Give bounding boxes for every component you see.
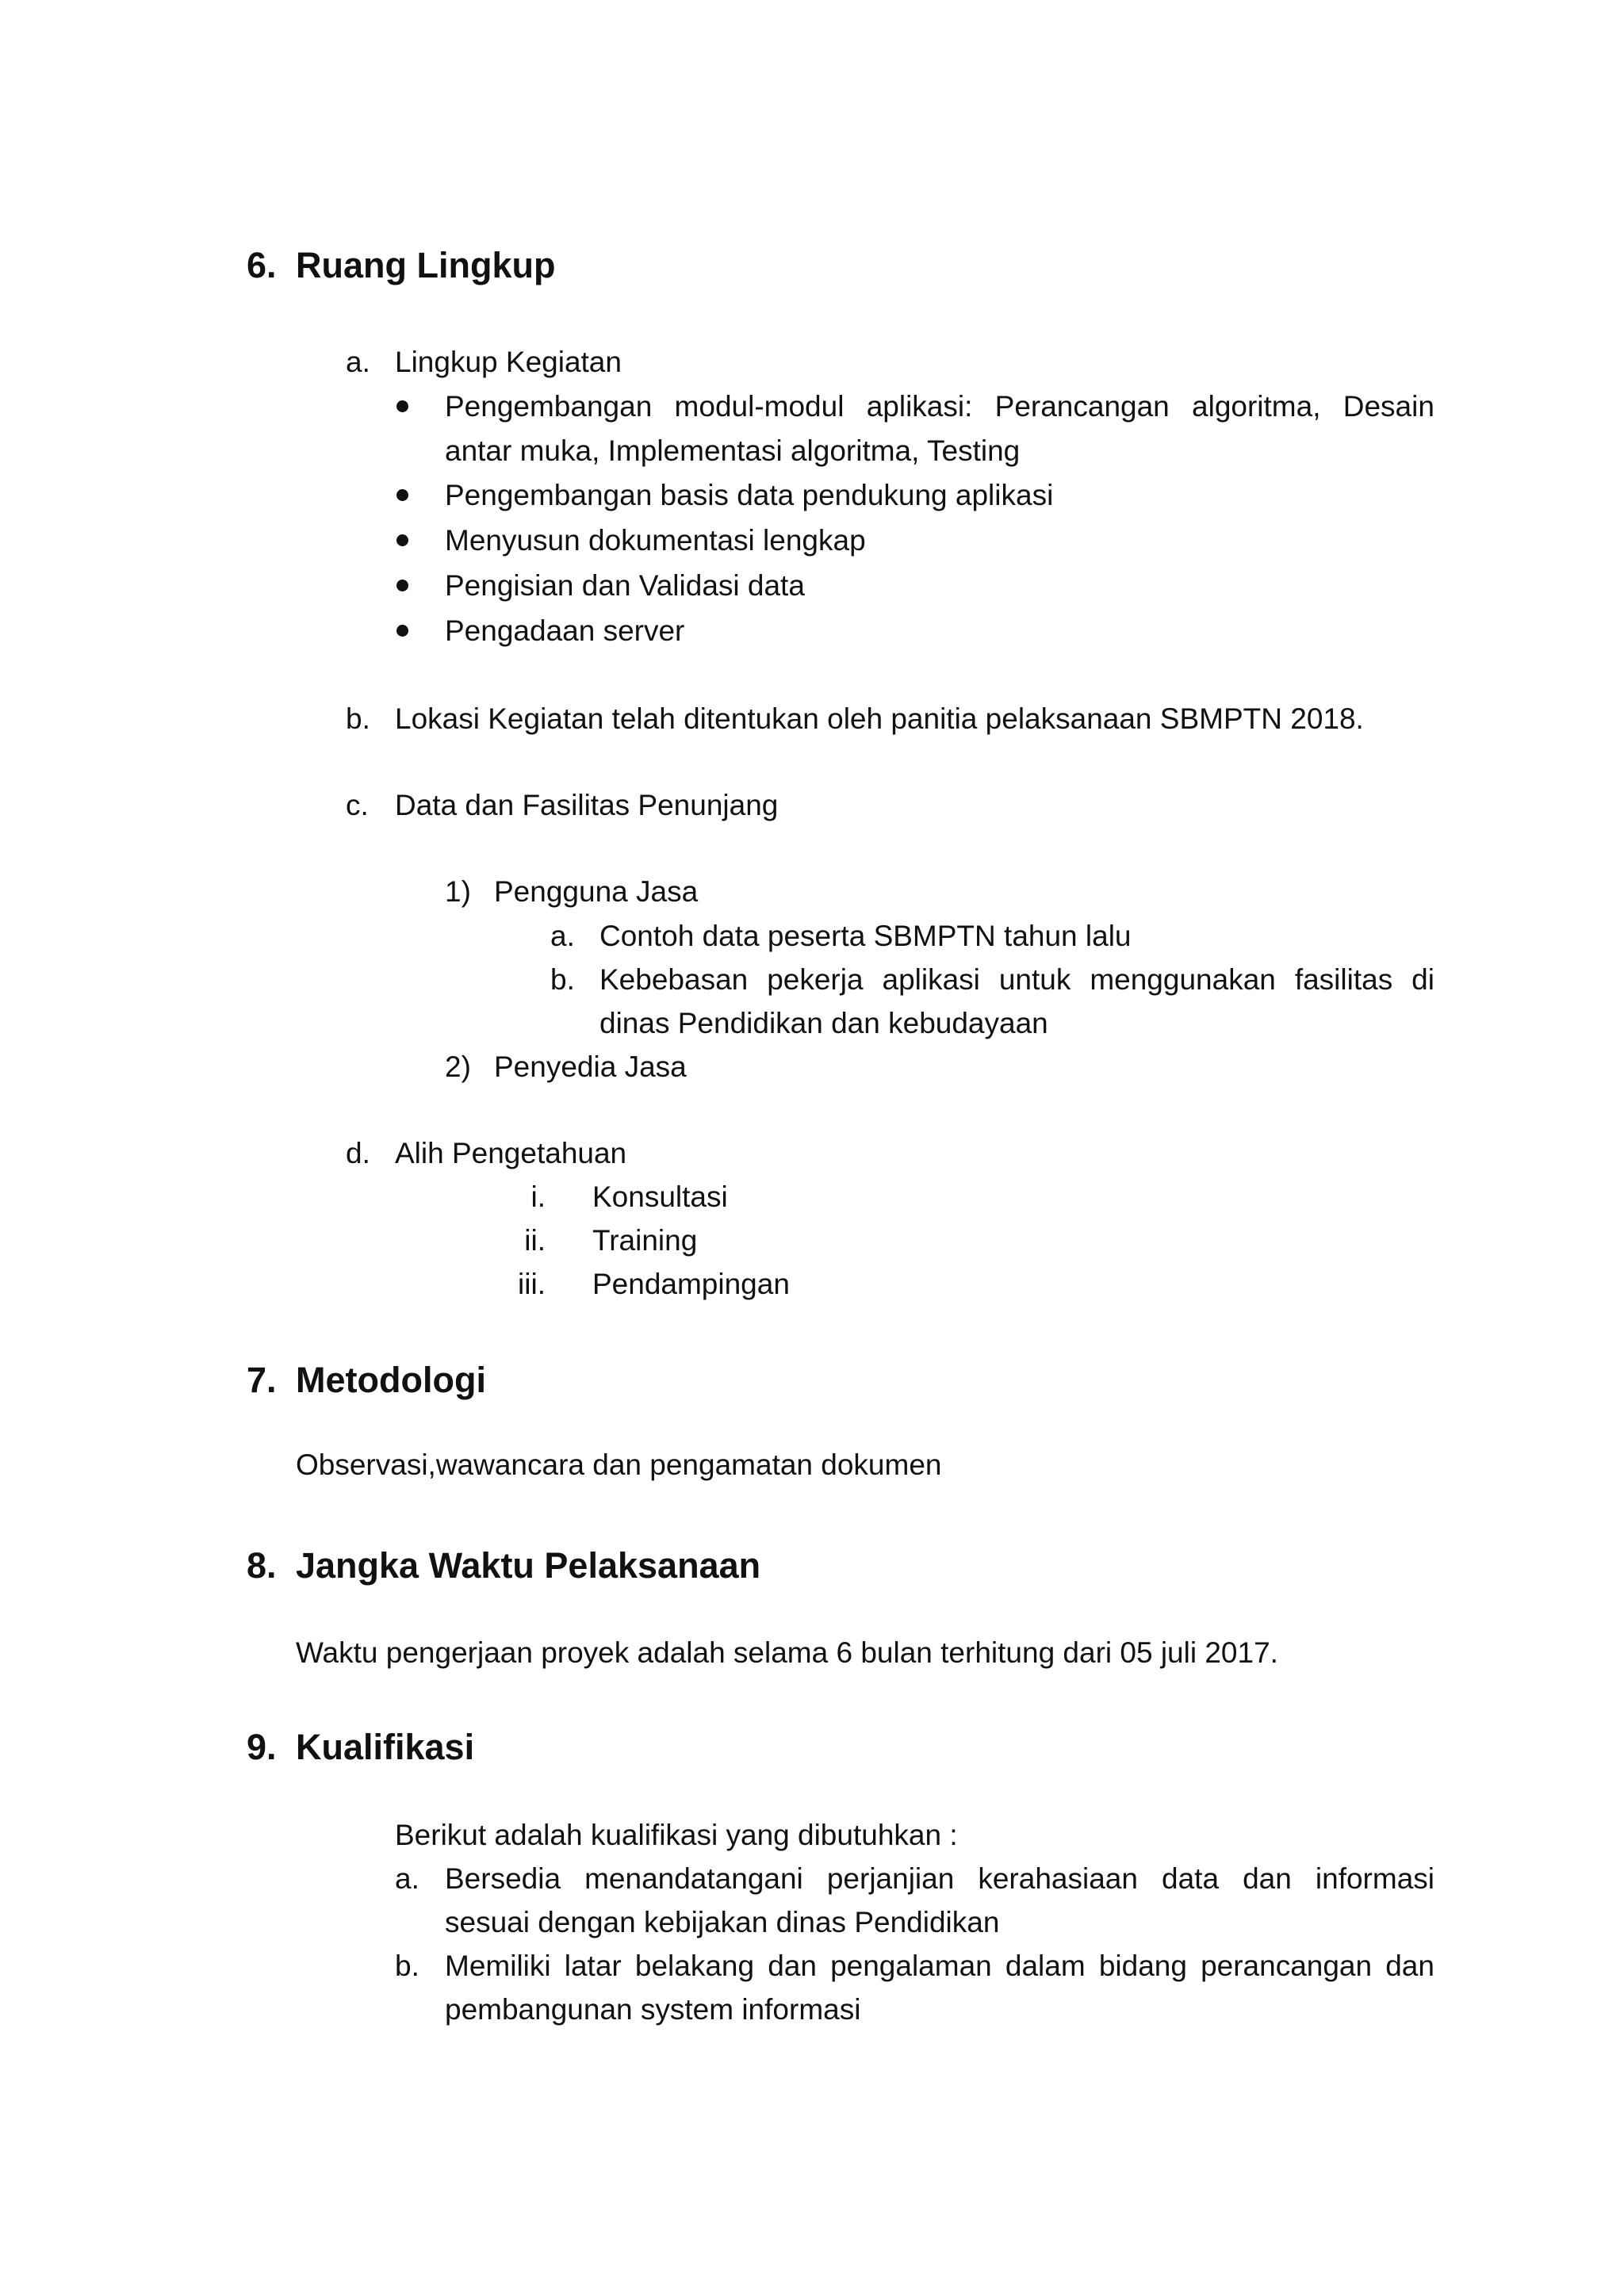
item-c1b-line1: Kebebasan pekerja aplikasi untuk menggunakan fasilitas di <box>599 963 1434 996</box>
item-b-marker: b. <box>346 702 370 735</box>
section-8-body: Waktu pengerjaan proyek adalah selama 6 bulan terhitung dari 05 juli 2017. <box>296 1636 1278 1669</box>
item-c1b-line2: dinas Pendidikan dan kebudayaan <box>599 1007 1048 1039</box>
section-7-title: Metodologi <box>296 1360 486 1400</box>
item-d-ii-text: Training <box>592 1224 698 1257</box>
item-c-marker: c. <box>346 789 369 821</box>
section-9-title: Kualifikasi <box>296 1727 475 1767</box>
item-c1a-marker: a. <box>550 920 575 952</box>
bullet-item-3: Menyusun dokumentasi lengkap <box>445 524 866 557</box>
item-d-i-text: Konsultasi <box>592 1181 728 1213</box>
section-6-number: 6. <box>247 245 277 285</box>
qual-a-marker: a. <box>395 1862 419 1895</box>
bullet-icon <box>396 489 408 501</box>
qual-b-line1: Memiliki latar belakang dan pengalaman dalam bidang perancangan dan <box>445 1950 1434 1982</box>
item-c2-marker: 2) <box>445 1050 471 1083</box>
section-9-number: 9. <box>247 1727 277 1767</box>
qual-a-line2: sesuai dengan kebijakan dinas Pendidikan <box>445 1906 1000 1938</box>
item-c2-label: Penyedia Jasa <box>494 1050 687 1083</box>
item-c-label: Data dan Fasilitas Penunjang <box>395 789 779 821</box>
qual-b-line2: pembangunan system informasi <box>445 1993 861 2026</box>
item-b-text: Lokasi Kegiatan telah ditentukan oleh panitia pelaksanaan SBMPTN 2018. <box>395 702 1364 735</box>
bullet-item-1-line1: Pengembangan modul-modul aplikasi: Perancangan algoritma, Desain <box>445 390 1434 423</box>
section-9-intro: Berikut adalah kualifikasi yang dibutuhkan : <box>395 1819 958 1851</box>
bullet-icon <box>396 625 408 637</box>
section-8-number: 8. <box>247 1545 277 1586</box>
bullet-item-2: Pengembangan basis data pendukung aplikasi <box>445 479 1054 511</box>
item-d-i-marker: i. <box>530 1181 546 1213</box>
bullet-item-1-line2: antar muka, Implementasi algoritma, Testing <box>445 434 1021 467</box>
item-a-marker: a. <box>346 346 370 378</box>
bullet-icon <box>396 580 408 591</box>
item-c1a-text: Contoh data peserta SBMPTN tahun lalu <box>599 920 1132 952</box>
qual-a-line1: Bersedia menandatangani perjanjian kerahasiaan data dan informasi <box>445 1862 1434 1895</box>
item-c1b-marker: b. <box>550 963 575 996</box>
section-6-title: Ruang Lingkup <box>296 245 556 285</box>
bullet-icon <box>396 534 408 546</box>
item-d-ii-marker: ii. <box>524 1224 546 1257</box>
item-c1-label: Pengguna Jasa <box>494 875 699 908</box>
bullet-item-4: Pengisian dan Validasi data <box>445 569 805 602</box>
item-c1-marker: 1) <box>445 875 471 908</box>
section-7-body: Observasi,wawancara dan pengamatan dokumen <box>296 1448 942 1481</box>
bullet-item-5: Pengadaan server <box>445 614 685 647</box>
item-d-marker: d. <box>346 1137 370 1169</box>
item-a-label: Lingkup Kegiatan <box>395 346 622 378</box>
section-7-number: 7. <box>247 1360 277 1400</box>
qual-b-marker: b. <box>395 1950 419 1982</box>
item-d-label: Alih Pengetahuan <box>395 1137 627 1169</box>
section-8-title: Jangka Waktu Pelaksanaan <box>296 1545 761 1586</box>
item-d-iii-text: Pendampingan <box>592 1268 790 1300</box>
bullet-icon <box>396 400 408 412</box>
item-d-iii-marker: iii. <box>518 1268 546 1300</box>
